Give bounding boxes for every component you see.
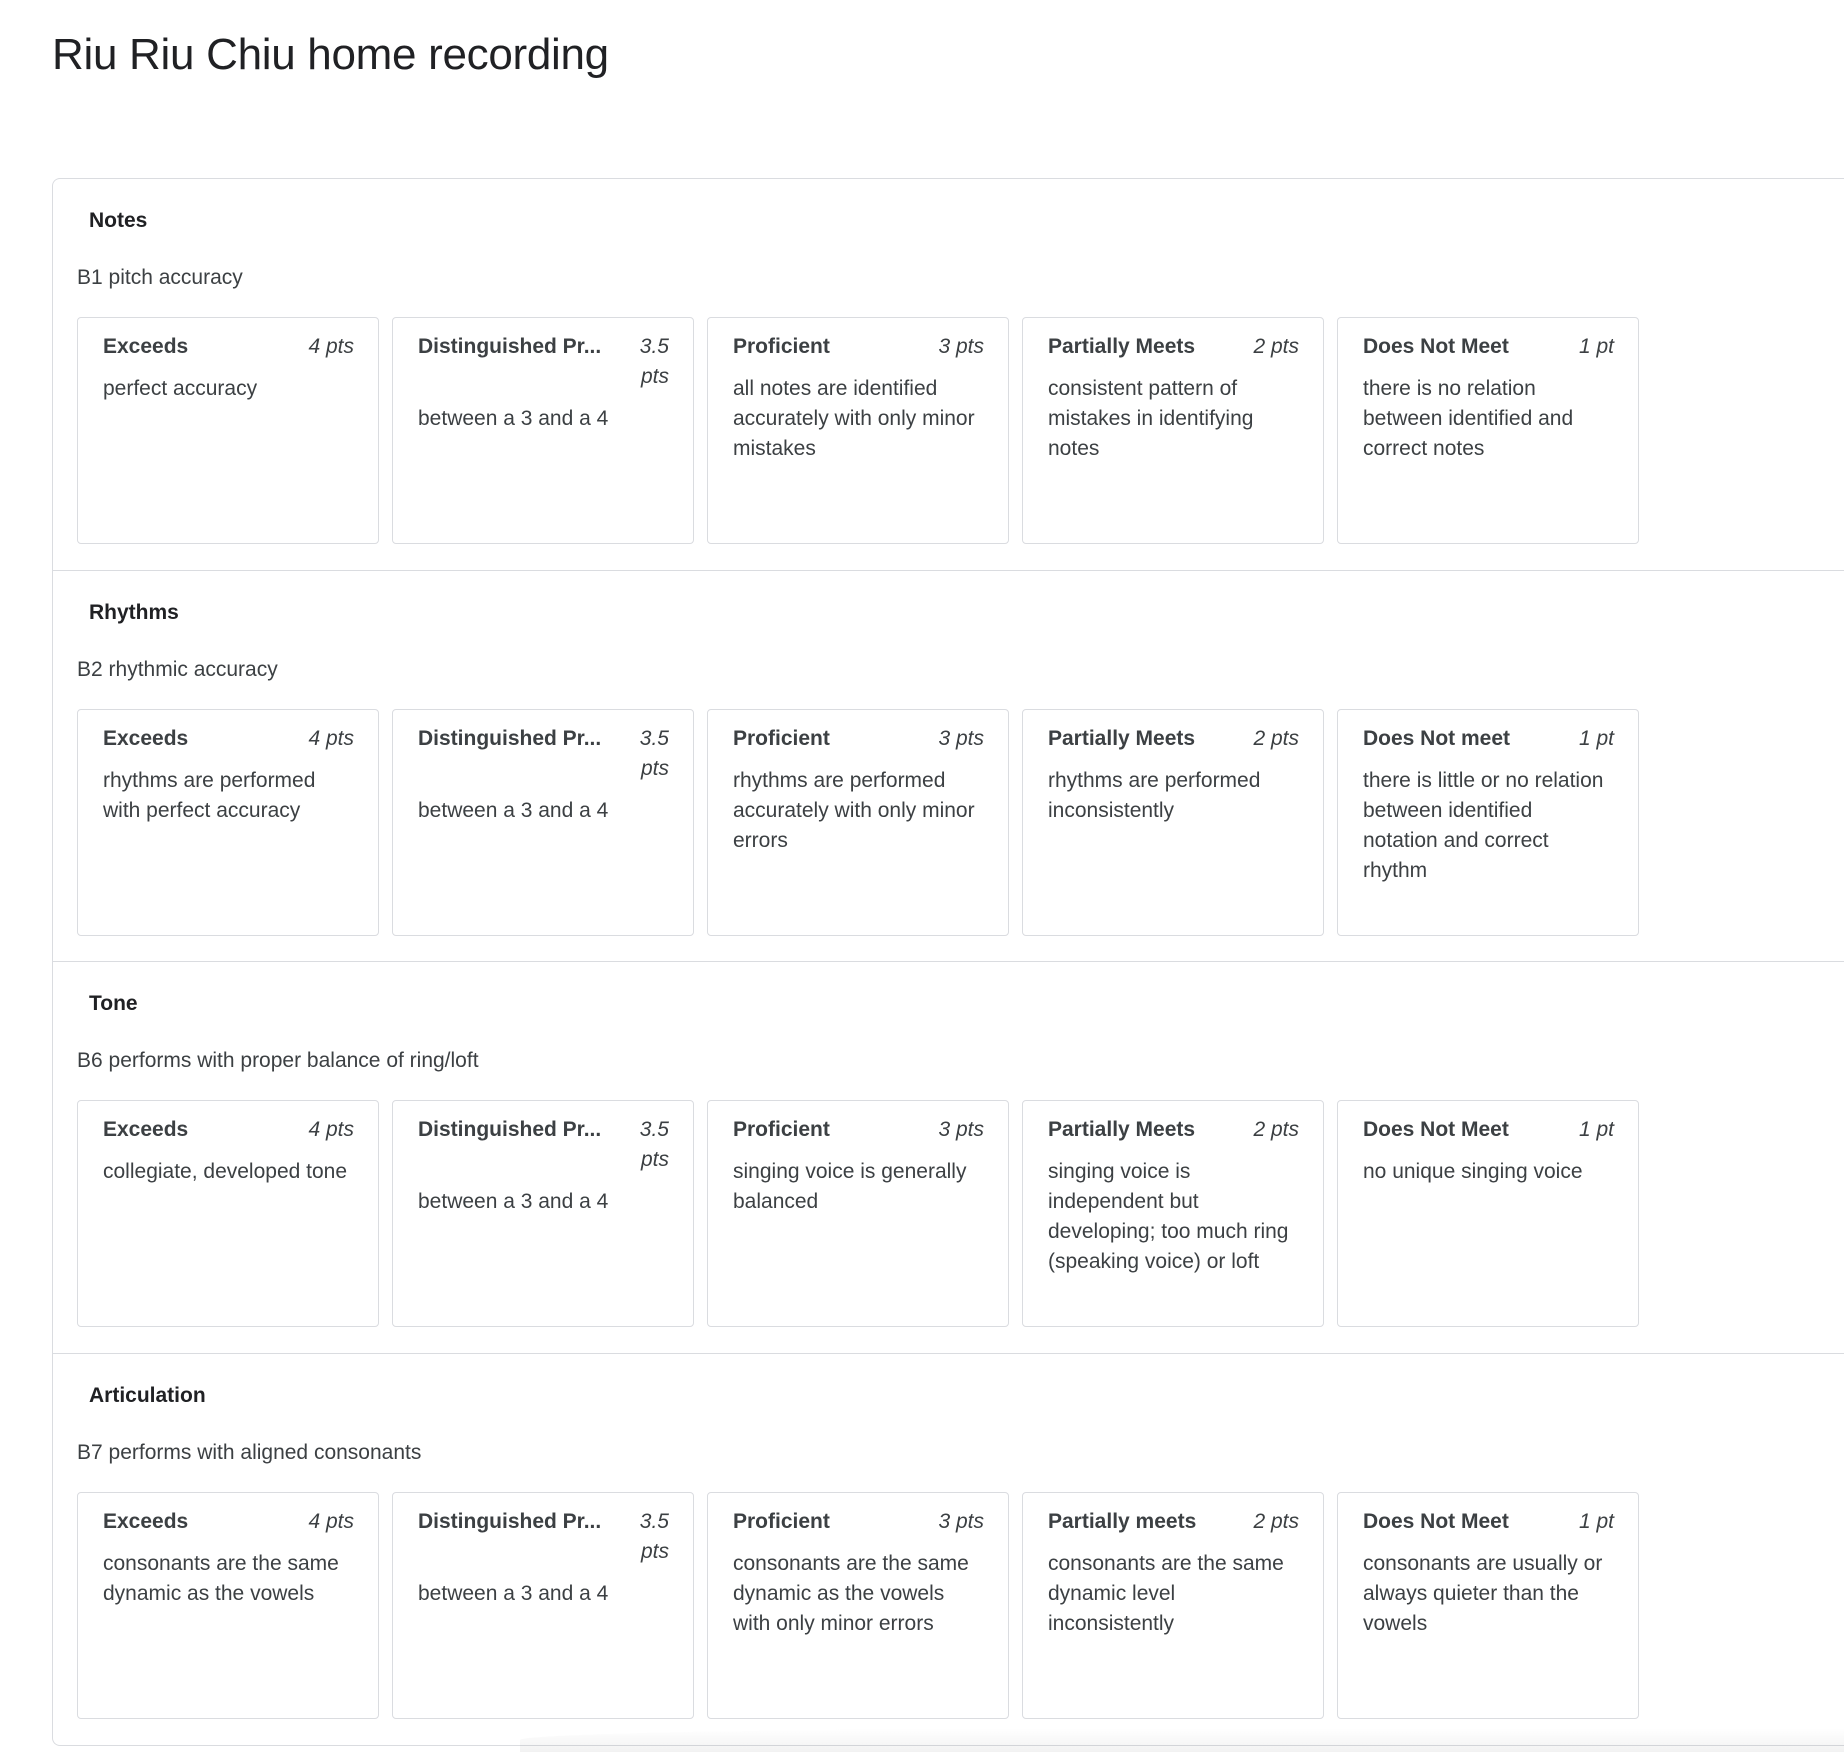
criterion-rhythms [53,571,1844,963]
rating-points: 3.5 pts [639,335,669,388]
rating-description: consonants are usually or always quieter than the vowels [1363,1551,1603,1635]
rating-name: Distinguished Pr... [418,726,602,750]
rating-points: 3 pts [938,335,984,358]
rubric-panel [52,178,1844,1746]
rating-name: Proficient [733,1118,830,1141]
rating-card-distinguished[interactable] [392,1100,694,1327]
rating-points: 2 pts [1253,1509,1299,1533]
rating-name: Exceeds [103,1118,189,1141]
rating-points: 4 pts [308,335,354,358]
rating-name: Proficient [733,726,830,750]
rating-name: Proficient [733,335,830,358]
rating-description: all notes are identified accurately with only minor mistakes [733,377,975,460]
rating-card-exceeds[interactable] [77,1492,379,1719]
rating-name: Distinguished Pr... [418,335,602,358]
criterion-description: B6 performs with proper balance of ring/loft [77,1049,479,1072]
rating-levels [77,709,1639,936]
rating-card-partially-meets[interactable] [1022,1492,1324,1719]
rating-card-partially-meets[interactable] [1022,317,1324,544]
rating-name: Proficient [733,1509,830,1533]
rating-name: Partially Meets [1048,335,1196,358]
rating-card-proficient[interactable] [707,709,1009,936]
rating-name: Does Not Meet [1363,335,1509,358]
rating-name: Distinguished Pr... [418,1118,602,1141]
rating-name: Exceeds [103,335,189,358]
criterion-notes [53,179,1844,571]
rating-description: no unique singing voice [1363,1160,1583,1183]
rating-card-proficient[interactable] [707,1492,1009,1719]
rating-card-proficient[interactable] [707,1100,1009,1327]
rating-levels [77,317,1639,544]
rating-card-proficient[interactable] [707,317,1009,544]
criterion-title: Rhythms [89,600,179,624]
rating-name: Does Not Meet [1363,1509,1509,1533]
rating-name: Partially Meets [1048,726,1196,750]
criterion-articulation [53,1354,1844,1746]
criterion-title: Articulation [89,1383,206,1407]
rating-description: consistent pattern of mistakes in identifying notes [1048,377,1254,460]
rating-points: 4 pts [308,1509,354,1533]
rating-description: between a 3 and a 4 [418,1190,609,1213]
rating-name: Does Not Meet [1363,1118,1509,1141]
rating-description: perfect accuracy [103,377,258,400]
rating-card-partially-meets[interactable] [1022,709,1324,936]
rating-description: consonants are the same dynamic as the vowels [103,1551,339,1605]
rating-description: consonants are the same dynamic as the vowels with only minor errors [733,1551,969,1635]
rating-points: 4 pts [308,1118,354,1141]
rating-card-partially-meets[interactable] [1022,1100,1324,1327]
rating-levels [77,1492,1639,1719]
rating-points: 3 pts [938,726,984,750]
rating-points: 2 pts [1253,726,1299,750]
bottom-shadow [520,1728,1844,1752]
rating-card-exceeds[interactable] [77,709,379,936]
rating-points: 2 pts [1253,335,1299,358]
rating-points: 3 pts [938,1118,984,1141]
rating-card-does-not-meet[interactable] [1337,1492,1639,1719]
rating-description: rhythms are performed with perfect accuracy [103,768,316,822]
rating-description: there is no relation between identified and correct notes [1363,377,1574,460]
rating-card-exceeds[interactable] [77,1100,379,1327]
rating-name: Does Not meet [1363,726,1511,750]
criterion-tone [53,962,1844,1354]
rating-name: Distinguished Pr... [418,1509,602,1533]
rating-description: singing voice is generally balanced [733,1160,967,1213]
page-title: Riu Riu Chiu home recording [52,30,609,79]
criterion-description: B1 pitch accuracy [77,266,243,289]
rating-description: consonants are the same dynamic level inconsistently [1048,1551,1284,1635]
rating-card-does-not-meet[interactable] [1337,317,1639,544]
criterion-description: B2 rhythmic accuracy [77,657,278,681]
rating-points: 3.5 pts [639,1509,669,1563]
rating-points: 3.5 pts [639,1118,669,1171]
criterion-title: Tone [89,992,138,1015]
rating-description: singing voice is independent but developing; too much ring (speaking voice) or loft [1048,1160,1289,1273]
rating-name: Partially meets [1048,1509,1197,1533]
criterion-title: Notes [89,209,148,232]
rating-points: 3.5 pts [639,726,669,780]
rating-card-distinguished[interactable] [392,1492,694,1719]
rating-points: 1 pt [1578,726,1614,750]
rating-points: 1 pt [1578,1509,1614,1533]
rating-points: 1 pt [1578,1118,1614,1141]
rating-card-exceeds[interactable] [77,317,379,544]
rating-points: 3 pts [938,1509,984,1533]
rating-points: 4 pts [308,726,354,750]
rating-description: rhythms are performed inconsistently [1048,768,1261,822]
rating-description: collegiate, developed tone [103,1160,348,1183]
rating-points: 1 pt [1578,335,1614,358]
rating-description: there is little or no relation between identified notation and correct rhythm [1363,768,1604,882]
rating-name: Exceeds [103,726,189,750]
rating-description: between a 3 and a 4 [418,407,609,430]
rating-description: between a 3 and a 4 [418,798,609,822]
rating-points: 2 pts [1253,1118,1299,1141]
rating-levels [77,1100,1639,1327]
rating-card-distinguished[interactable] [392,317,694,544]
rating-card-does-not-meet[interactable] [1337,1100,1639,1327]
rating-description: between a 3 and a 4 [418,1581,609,1605]
criterion-description: B7 performs with aligned consonants [77,1440,422,1464]
rating-description: rhythms are performed accurately with only minor errors [733,768,975,852]
rating-name: Exceeds [103,1509,189,1533]
rating-name: Partially Meets [1048,1118,1196,1141]
rating-card-distinguished[interactable] [392,709,694,936]
rating-card-does-not-meet[interactable] [1337,709,1639,936]
